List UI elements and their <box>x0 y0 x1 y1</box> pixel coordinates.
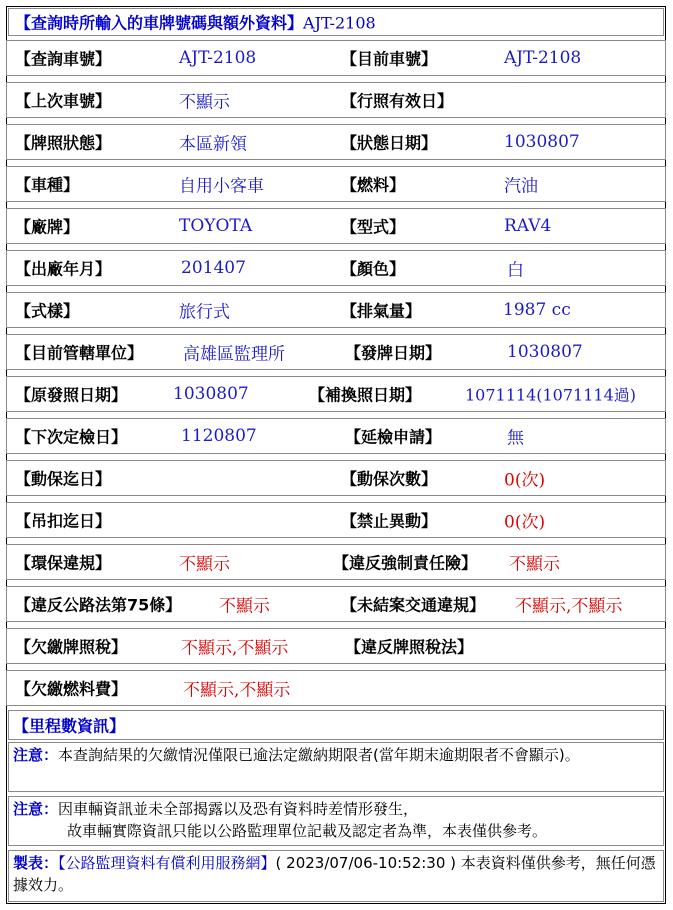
label-status-date: 【狀態日期】 <box>341 133 438 153</box>
report-footer <box>8 850 664 902</box>
footer-text: ( 2023/07/06-10:52:30 ) 本表資料僅供參考，無任何憑據效力。 <box>13 854 656 894</box>
value-vehicle-type: 自用小客車 <box>179 176 264 197</box>
value-model: RAV4 <box>504 216 552 236</box>
notice-arrears <box>8 742 664 792</box>
row-highway-act <box>6 586 666 622</box>
row-vehicle-type <box>6 166 666 202</box>
footer-source-link[interactable]: 【公路監理資料有償利用服務網】 <box>58 854 276 872</box>
label-mortgage-end-date: 【動保迄日】 <box>15 469 112 489</box>
row-body-style <box>6 292 666 328</box>
label-license-valid-date: 【行照有效日】 <box>341 91 454 111</box>
row-license-tax <box>6 628 666 664</box>
row-previous-plate <box>6 82 666 118</box>
value-transfer-ban: 0(次) <box>504 512 546 533</box>
value-plate-issue-date: 1030807 <box>507 342 583 362</box>
label-plate-status: 【牌照狀態】 <box>15 133 112 153</box>
value-open-traffic-violations: 不顯示,不顯示 <box>515 596 623 617</box>
label-next-inspection: 【下次定檢日】 <box>15 427 128 447</box>
value-body-style: 旅行式 <box>179 302 230 323</box>
notice-disclaimer-label: 注意： <box>13 800 59 818</box>
label-color: 【顏色】 <box>341 259 406 279</box>
row-original-issue-date <box>6 376 666 412</box>
value-highway-act-violation: 不顯示 <box>219 596 270 617</box>
value-original-issue-date: 1030807 <box>173 384 249 404</box>
value-inspection-extension: 無 <box>507 428 524 449</box>
label-inspection-extension: 【延檢申請】 <box>345 427 442 447</box>
mileage-header: 【里程數資訊】 <box>13 716 126 736</box>
row-brand <box>6 208 666 244</box>
value-current-plate: AJT-2108 <box>504 48 582 68</box>
label-previous-plate: 【上次車號】 <box>15 91 112 111</box>
label-environmental-violation: 【環保違規】 <box>15 553 112 573</box>
label-current-plate: 【目前車號】 <box>341 49 438 69</box>
notice-disclaimer <box>8 796 664 846</box>
row-plate-status <box>6 124 666 160</box>
row-environmental <box>6 544 666 580</box>
label-fuel: 【燃料】 <box>341 175 406 195</box>
value-unpaid-fuel-fee: 不顯示,不顯示 <box>183 680 291 701</box>
label-brand: 【廠牌】 <box>15 217 80 237</box>
value-previous-plate: 不顯示 <box>179 92 230 113</box>
label-body-style: 【式樣】 <box>15 301 80 321</box>
row-plate-number <box>6 40 666 76</box>
label-unpaid-license-tax: 【欠繳牌照稅】 <box>15 637 128 657</box>
value-brand: TOYOTA <box>179 216 253 236</box>
value-plate-status: 本區新領 <box>179 134 247 155</box>
label-transfer-ban: 【禁止異動】 <box>341 511 438 531</box>
value-query-plate: AJT-2108 <box>179 48 257 68</box>
value-unpaid-license-tax: 不顯示,不顯示 <box>181 638 289 659</box>
value-color: 白 <box>507 260 524 281</box>
label-insurance-violation: 【違反強制責任險】 <box>333 553 478 573</box>
value-fuel: 汽油 <box>504 176 538 197</box>
label-reissue-date: 【補換照日期】 <box>309 385 422 405</box>
label-original-issue-date: 【原發照日期】 <box>15 385 128 405</box>
query-title: 【查詢時所輸入的車牌號碼與額外資料】AJT-2108 <box>15 13 376 33</box>
label-model: 【型式】 <box>341 217 406 237</box>
query-title-bar <box>8 8 664 36</box>
label-highway-act-violation: 【違反公路法第75條】 <box>15 595 182 615</box>
value-environmental-violation: 不顯示 <box>179 554 230 575</box>
mileage-section <box>8 710 664 740</box>
row-manufacture-date <box>6 250 666 286</box>
label-manufacture-date: 【出廠年月】 <box>15 259 112 279</box>
notice-disclaimer-line2: 故車輛實際資訊只能以公路監理單位記載及認定者為準，本表僅供參考。 <box>67 822 548 840</box>
label-license-tax-violation: 【違反牌照稅法】 <box>345 637 474 657</box>
row-chattel-mortgage <box>6 460 666 496</box>
label-jurisdiction: 【目前管轄單位】 <box>15 343 144 363</box>
row-fuel-fee <box>6 670 666 706</box>
label-unpaid-fuel-fee: 【欠繳燃料費】 <box>15 679 128 699</box>
label-plate-issue-date: 【發牌日期】 <box>345 343 442 363</box>
value-manufacture-date: 201407 <box>181 258 246 278</box>
label-open-traffic-violations: 【未結案交通違規】 <box>341 595 486 615</box>
label-mortgage-count: 【動保次數】 <box>341 469 438 489</box>
value-status-date: 1030807 <box>504 132 580 152</box>
row-suspension <box>6 502 666 538</box>
row-next-inspection <box>6 418 666 454</box>
value-mortgage-count: 0(次) <box>504 470 546 491</box>
label-suspension-end-date: 【吊扣迄日】 <box>15 511 112 531</box>
row-jurisdiction <box>6 334 666 370</box>
label-vehicle-type: 【車種】 <box>15 175 80 195</box>
value-next-inspection: 1120807 <box>181 426 257 446</box>
footer-label: 製表： <box>13 854 59 872</box>
notice-arrears-label: 注意： <box>13 746 59 764</box>
label-displacement: 【排氣量】 <box>341 301 422 321</box>
notice-arrears-text: 本查詢結果的欠繳情況僅限已逾法定繳納期限者(當年期末逾期限者不會顯示)。 <box>58 746 580 764</box>
notice-disclaimer-line1: 因車輛資訊並未全部揭露以及恐有資料時差情形發生， <box>58 800 419 818</box>
label-query-plate: 【查詢車號】 <box>15 49 112 69</box>
value-insurance-violation: 不顯示 <box>509 554 560 575</box>
value-reissue-date: 1071114(1071114過) <box>465 385 637 405</box>
value-jurisdiction: 高雄區監理所 <box>183 344 285 365</box>
value-displacement: 1987 cc <box>503 300 571 320</box>
